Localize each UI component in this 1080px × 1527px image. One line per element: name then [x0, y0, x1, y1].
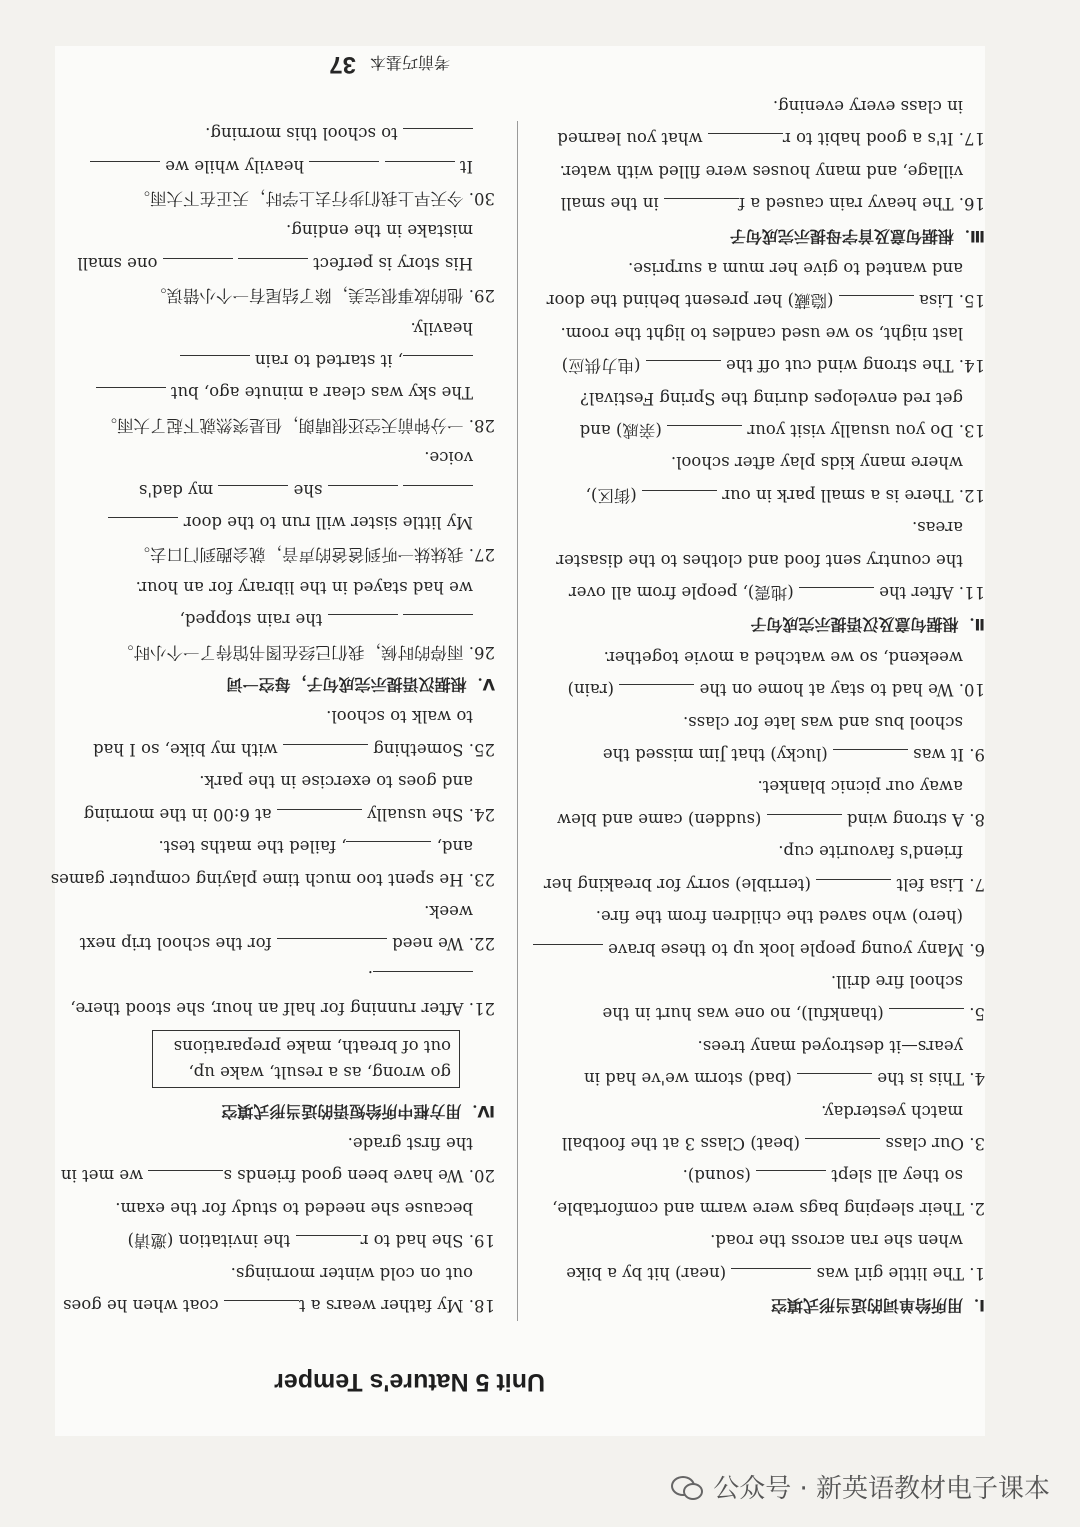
answer-blank[interactable] [163, 258, 233, 277]
answer-blank[interactable] [767, 814, 842, 833]
question-continuation [75, 149, 495, 181]
phrase-box [152, 1030, 460, 1088]
question-continuation: and wanted to give her mum a surprise. [628, 259, 963, 278]
question-continuation: weekend, so we watched a movie together. [603, 647, 963, 667]
answer-blank[interactable] [90, 161, 160, 180]
question-text: the invitation (邀请) [127, 1231, 296, 1251]
page-footer [329, 50, 450, 78]
question-text: 19. She had to r [360, 1231, 495, 1251]
answer-blank[interactable] [833, 749, 908, 768]
question-text: we met in [60, 1166, 149, 1186]
question-text: 13. Do you usually visit your [742, 421, 985, 441]
question-text: 1. The little girl was [811, 1263, 985, 1283]
answer-blank[interactable] [646, 360, 721, 379]
question-text: 17. It's a good habit to r [782, 129, 985, 149]
question-continuation: we had stayed in the library for an hour. [135, 577, 473, 597]
question-line [75, 733, 495, 765]
question-line [75, 538, 495, 570]
question-line [540, 1127, 985, 1159]
wechat-icon [671, 1474, 703, 1500]
question-continuation: and goes to exercise in the park. [199, 772, 473, 792]
section-heading: Ⅴ．根据汉语提示完成句子，每空一词 [226, 675, 495, 695]
answer-blank[interactable] [328, 614, 398, 633]
answer-blank[interactable] [756, 1170, 826, 1189]
page-number: 37 [329, 51, 356, 78]
question-text: (bad) storm we've had in [584, 1069, 798, 1089]
question-text: , it started to rain [249, 351, 403, 371]
question-line [540, 1062, 985, 1094]
question-text: with my bike, so I had [93, 739, 283, 759]
answer-blank[interactable] [224, 1300, 299, 1319]
question-continuation: when she ran across the road. [710, 1231, 963, 1251]
answer-blank[interactable] [385, 161, 455, 180]
question-text: 12. There is a small park in our [717, 485, 985, 505]
question-continuation: out on cold winter mornings. [230, 1263, 473, 1283]
question-text [398, 481, 403, 500]
question-continuation [75, 506, 495, 538]
question-text: (地震), people from all over [568, 583, 799, 603]
left-column [540, 90, 985, 1321]
question-line [75, 635, 495, 667]
section-heading: Ⅲ．根据句意及首字母提示完成句子 [729, 226, 985, 246]
question-continuation: years—it destroyed many trees. [697, 1036, 963, 1056]
section-heading: Ⅳ．用方框中所给短语的适当形式填空 [221, 1101, 495, 1121]
answer-blank[interactable] [373, 971, 473, 990]
question-text: It [454, 156, 473, 176]
question-continuation [75, 246, 495, 278]
question-text: 23. He spent too much time playing computer games [50, 869, 495, 889]
question-text: heavily while we [159, 156, 310, 176]
question-text: one small [77, 253, 163, 273]
answer-blank[interactable] [296, 1235, 361, 1254]
question-line [50, 862, 495, 894]
question-text: 3. Our class [880, 1133, 985, 1153]
question-continuation [75, 830, 495, 862]
question-continuation: because she needed to study for the exam. [115, 1198, 473, 1218]
question-text: what you learned [557, 129, 708, 149]
phrase-line: go wrong, as a result, wake up, [188, 1063, 451, 1083]
question-continuation: (hero) who saved the children from the fire. [595, 907, 963, 927]
question-text: (街区), [585, 485, 643, 505]
column-divider [517, 121, 518, 1321]
question-continuation: mistake in the ending. [286, 221, 473, 241]
question-line [75, 927, 495, 959]
question-continuation: the country sent food and clothes to the disaster [556, 550, 963, 570]
question-line [75, 279, 495, 311]
answer-blank[interactable] [309, 161, 379, 180]
question-text: the rain stopped, [179, 610, 328, 630]
answer-blank[interactable] [816, 879, 891, 898]
question-line [540, 1256, 985, 1288]
answer-blank[interactable] [667, 425, 742, 444]
question-text: 20. We have been good friends s [223, 1166, 495, 1186]
question-text: 21. After running for half an hour, she stood there, [70, 999, 495, 1019]
question-text: 29. 他的故事很完美，除了结尾有一个小错误。 [150, 286, 495, 306]
question-continuation: to walk to school. [326, 707, 473, 727]
question-line [540, 1191, 985, 1223]
question-text: and, [431, 837, 473, 857]
answer-blank[interactable] [403, 614, 473, 633]
question-text: 4. This is the [872, 1069, 985, 1089]
question-line [540, 122, 985, 154]
question-continuation [75, 473, 495, 505]
question-line [540, 997, 985, 1029]
question-text: 30. 今天早上我们步行去上学时，天正在下大雨。 [133, 189, 495, 208]
question-text: 16. The heavy rain caused a f [738, 194, 985, 214]
question-continuation: heavily. [410, 318, 473, 338]
question-continuation: the first grade. [347, 1133, 473, 1153]
question-continuation [75, 603, 495, 635]
question-line [540, 576, 985, 608]
right-column [50, 117, 495, 1321]
question-continuation [540, 1159, 985, 1191]
question-line [70, 992, 495, 1024]
answer-blank[interactable] [96, 387, 166, 406]
question-text: 8. A strong wind [841, 809, 985, 829]
question-text: 11. After the [873, 583, 985, 603]
answer-blank[interactable] [533, 944, 603, 963]
question-text: (rain) [567, 680, 620, 700]
question-text: 6. Many young people look up to these brave [602, 939, 985, 959]
question-text: my dad's [138, 480, 219, 500]
answer-blank[interactable] [889, 1008, 964, 1027]
question-line [540, 284, 985, 316]
question-continuation [75, 376, 495, 408]
question-line [75, 408, 495, 440]
question-text: 28. 一分钟前天空还很晴朗，但是突然就下起了大雨。 [100, 415, 495, 435]
question-continuation: get red envelopes during the Spring Festival? [580, 388, 963, 408]
question-continuation: areas. [911, 518, 963, 538]
question-line [63, 1289, 495, 1321]
watermark [671, 1468, 1050, 1505]
question-text: 7. Lisa felt [891, 874, 985, 894]
question-line [75, 797, 495, 829]
question-text: (亲戚) and [579, 421, 668, 441]
question-text: The sky was clear a minute ago, but [165, 383, 473, 403]
question-text: at 6:00 in the morning [83, 804, 277, 824]
question-text: for the school trip next [79, 934, 277, 954]
question-line [540, 673, 985, 705]
answer-blank[interactable] [403, 485, 473, 504]
answer-blank[interactable] [277, 809, 362, 828]
answer-blank[interactable] [346, 841, 431, 860]
question-text: 22. We need [386, 934, 495, 954]
question-continuation: village, and many houses were filled with water. [559, 161, 963, 181]
question-text: coat when he goes [63, 1296, 224, 1315]
answer-blank[interactable] [180, 355, 250, 374]
question-text: 27. 我妹妹一听到爸爸的声音，就会跑到门口去。 [133, 545, 495, 565]
section-heading: I．用所给单词的适当形式填空 [771, 1296, 985, 1315]
answer-blank[interactable] [642, 490, 717, 509]
question-continuation [75, 117, 495, 149]
question-continuation: last night, so we used candles to light the room. [560, 323, 963, 343]
question-continuation: where many kids play after school. [670, 453, 963, 473]
question-text: 26. 雨停的时候，我们已经在图书馆待了一个小时。 [117, 642, 495, 662]
answer-blank[interactable] [238, 258, 308, 277]
answer-blank[interactable] [403, 355, 473, 374]
question-text: (sudden) came and blew [556, 809, 767, 829]
question-line [540, 867, 985, 899]
question-text: (terrible) sorry for breaking her [543, 874, 817, 894]
question-line [540, 349, 985, 381]
question-line [75, 182, 495, 214]
question-continuation: match yesterday. [821, 1101, 963, 1121]
unit-title: Unit 5 Nature's Temper [274, 1368, 545, 1396]
section-heading: Ⅱ．根据句意及汉语提示完成句子 [750, 615, 985, 635]
question-line [540, 738, 985, 770]
question-text: 5. [964, 1004, 985, 1024]
question-text [398, 610, 403, 629]
question-line [540, 478, 985, 510]
question-continuation: school bus and was late for class. [682, 712, 963, 732]
answer-blank[interactable] [799, 587, 874, 606]
question-text: 14. The strong wind cut off the [720, 356, 985, 376]
question-continuation: week. [424, 901, 473, 921]
question-text: (lucky) that Jim missed the [602, 745, 833, 765]
answer-blank[interactable] [218, 485, 288, 504]
phrase-line: out of breath, make preparations [173, 1037, 451, 1057]
question-text: in the small [560, 194, 664, 214]
question-text: 10. We had to stay at home on the [694, 680, 985, 700]
question-text: (thankful), no one was hurt in the [602, 1004, 889, 1024]
question-text: 25. Something [367, 739, 495, 759]
answer-blank[interactable] [708, 133, 783, 152]
question-continuation [75, 344, 495, 376]
answer-blank[interactable] [664, 198, 739, 217]
question-text: so they all slept [826, 1166, 963, 1186]
answer-blank[interactable] [148, 1170, 223, 1189]
question-text: she [288, 480, 328, 500]
question-text: 15. Lisa [913, 291, 985, 311]
footer-label: 考前巧基本 [369, 53, 450, 72]
question-line [540, 803, 985, 835]
question-continuation: away our picnic blanket. [757, 777, 963, 797]
question-text: His story is perfect [307, 253, 473, 273]
question-text [233, 254, 238, 273]
question-text: , failed the maths test. [158, 837, 347, 857]
answer-blank[interactable] [108, 517, 178, 536]
question-text: to school this morning. [205, 124, 403, 144]
question-text: (near) hit by a bike [566, 1263, 732, 1283]
question-continuation: school fire drill. [830, 971, 963, 991]
question-text: 2. Their sleeping bags were warm and comfortable, [552, 1198, 985, 1218]
answer-blank[interactable] [277, 938, 387, 957]
worksheet-page [50, 46, 985, 1436]
question-line [540, 187, 985, 219]
question-line [540, 414, 985, 446]
answer-blank[interactable] [283, 744, 368, 763]
watermark-text: 公众号 · 新英语教材电子课本 [713, 1474, 1050, 1504]
question-text: My little sister will run to the door [178, 513, 473, 533]
question-text: . [367, 966, 373, 986]
question-line [75, 1224, 495, 1256]
answer-blank[interactable] [403, 128, 473, 147]
question-text: (隐藏) her present behind the door [546, 291, 839, 311]
question-text [379, 157, 384, 176]
question-continuation: voice. [424, 448, 473, 468]
question-continuation [75, 959, 495, 991]
question-text: (电力供应) [561, 356, 646, 376]
answer-blank[interactable] [328, 485, 398, 504]
answer-blank[interactable] [797, 1073, 872, 1092]
answer-blank[interactable] [839, 295, 914, 314]
question-text: (beat) Class 3 at the football [561, 1133, 806, 1153]
question-text: 9. It was [907, 745, 985, 765]
question-line [60, 1159, 495, 1191]
question-text: (sound). [682, 1166, 757, 1186]
question-continuation: friend's favourite cup. [778, 842, 963, 862]
question-continuation: in class every evening. [772, 96, 963, 116]
answer-blank[interactable] [619, 684, 694, 703]
question-line [540, 932, 985, 964]
answer-blank[interactable] [731, 1268, 811, 1287]
question-text: 24. She usually [361, 804, 495, 824]
answer-blank[interactable] [805, 1138, 880, 1157]
question-text: 18. My father wears a t [298, 1296, 495, 1315]
